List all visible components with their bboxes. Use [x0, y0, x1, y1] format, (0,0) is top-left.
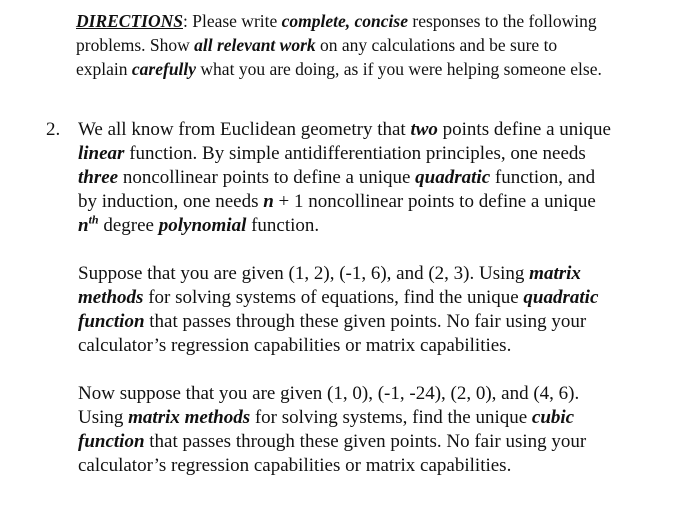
emphasis-run: quadratic: [523, 287, 599, 308]
paragraph-line: [78, 286, 698, 310]
emphasis-run: three: [78, 167, 119, 188]
text-run: calculator’s regression capabilities or matrix capabilities.: [78, 335, 512, 356]
emphasis-run: cubic: [531, 407, 575, 428]
directions-text: : Please write: [182, 11, 282, 31]
emphasis-run: matrix: [529, 263, 581, 284]
text-run: calculator’s regression capabilities or matrix capabilities.: [78, 455, 512, 476]
directions-emphasis: carefully: [131, 59, 197, 79]
text-run: for solving systems of equations, find the unique: [143, 287, 524, 308]
paragraph-line: [78, 406, 698, 430]
directions-text: problems. Show: [76, 35, 195, 55]
directions-emphasis: all relevant work: [194, 35, 316, 55]
emphasis-run: function: [78, 311, 145, 332]
paragraph-line: [78, 334, 698, 358]
directions-block: [76, 9, 686, 81]
directions-label: DIRECTIONS: [76, 11, 183, 31]
emphasis-run: methods: [78, 287, 144, 308]
problem-intro-paragraph: [78, 118, 698, 238]
directions-text: explain: [76, 59, 132, 79]
problem-body: [78, 118, 698, 478]
text-run: noncollinear points to define a unique: [118, 167, 416, 188]
text-run: that passes through these given points. No fair using your: [144, 431, 587, 452]
paragraph-line: [78, 262, 698, 286]
problem-quadratic-paragraph: [78, 262, 698, 358]
text-run: + 1 noncollinear points to define a unique: [273, 191, 596, 212]
directions-line-1: [76, 9, 686, 33]
emphasis-run: polynomial: [158, 215, 247, 236]
text-run: We all know from Euclidean geometry that: [78, 119, 411, 140]
text-run: Now suppose that you are given (1, 0), (-1, -24), (2, 0), and (4, 6).: [78, 383, 580, 404]
paragraph-line: [78, 118, 698, 142]
problem-number: 2.: [46, 119, 61, 140]
emphasis-run: quadratic: [415, 167, 491, 188]
directions-line-3: [76, 57, 686, 81]
text-run: function.: [246, 215, 320, 236]
problem-cubic-paragraph: [78, 382, 698, 478]
paragraph-line: [78, 190, 698, 214]
text-run: Using: [78, 407, 129, 428]
directions-text: what you are doing, as if you were helping someone else.: [196, 59, 602, 79]
text-run: function. By simple antidifferentiation principles, one needs: [124, 143, 586, 164]
directions-emphasis: complete, concise: [281, 11, 408, 31]
text-run: Suppose that you are given (1, 2), (-1, 6), and (2, 3). Using: [78, 263, 530, 284]
text-run: for solving systems, find the unique: [250, 407, 532, 428]
text-run: by induction, one needs: [78, 191, 264, 212]
text-run: that passes through these given points. No fair using your: [144, 311, 587, 332]
directions-line-2: [76, 33, 686, 57]
emphasis-run: n: [263, 191, 274, 212]
emphasis-run: function: [78, 431, 145, 452]
paragraph-line: [78, 214, 698, 238]
directions-text: responses to the following: [408, 11, 597, 31]
paragraph-line: [78, 382, 698, 406]
emphasis-run: linear: [78, 143, 125, 164]
text-run: points define a unique: [437, 119, 611, 140]
paragraph-line: [78, 310, 698, 334]
directions-text: on any calculations and be sure to: [315, 35, 558, 55]
superscript-run: th: [88, 212, 99, 227]
paragraph-line: [78, 430, 698, 454]
paragraph-line: [78, 142, 698, 166]
paragraph-line: [78, 166, 698, 190]
paragraph-line: [78, 454, 698, 478]
emphasis-run: two: [410, 119, 438, 140]
text-run: degree: [98, 215, 159, 236]
emphasis-run: matrix methods: [128, 407, 251, 428]
emphasis-run: n: [78, 215, 89, 236]
text-run: function, and: [490, 167, 596, 188]
